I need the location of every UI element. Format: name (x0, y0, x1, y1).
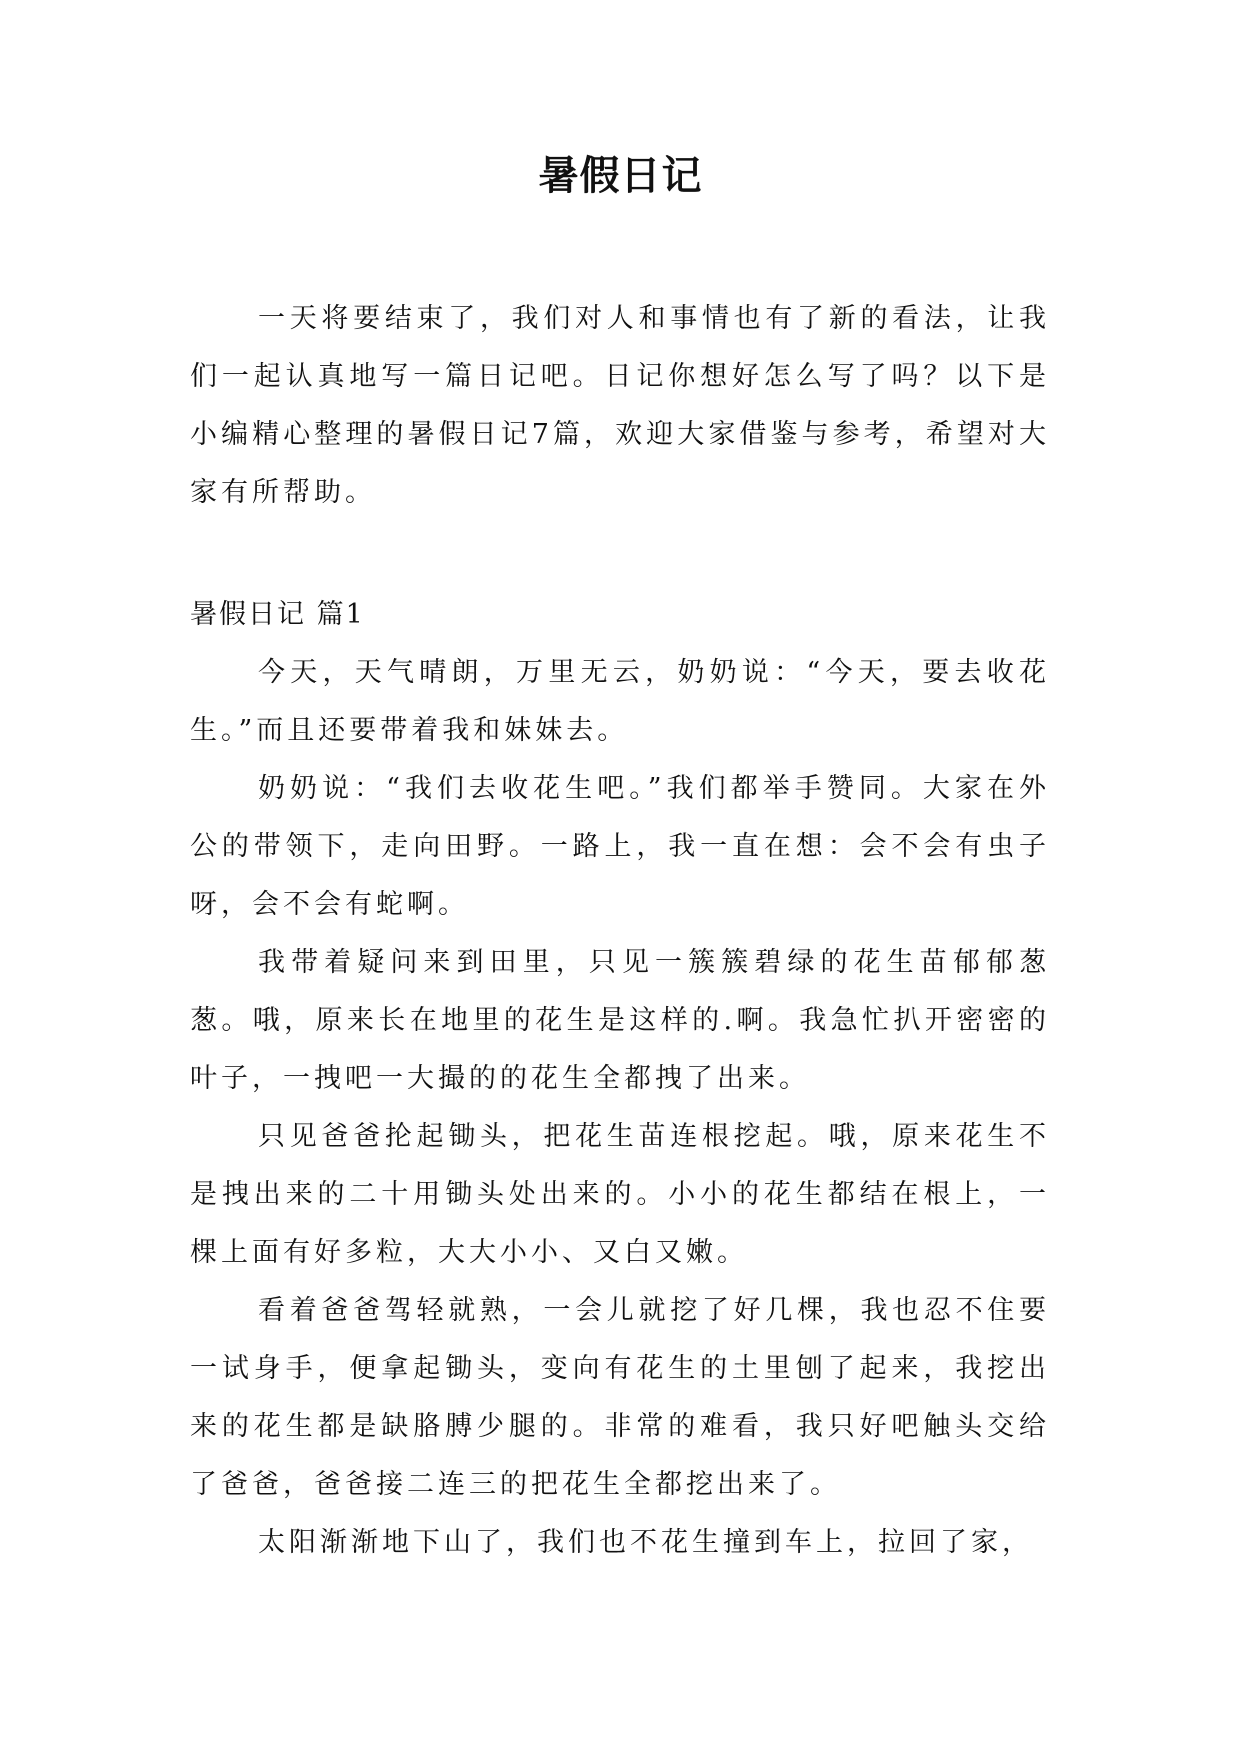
document-body (190, 290, 1050, 1572)
body-paragraph: 只见爸爸抡起锄头，把花生苗连根挖起。哦，原来花生不是拽出来的二十用锄头处出来的。小小的花生都结在根上，一棵上面有好多粒，大大小小、又白又嫩。 (190, 1121, 1050, 1268)
body-paragraph: 看着爸爸驾轻就熟，一会儿就挖了好几棵，我也忍不住要一试身手，便拿起锄头，变向有花生的土里刨了起来，我挖出来的花生都是缺胳膊少腿的。非常的难看，我只好吧触头交给了爸爸，爸爸接二连三的把花生全都挖出来了。 (190, 1295, 1050, 1500)
body-paragraph: 今天，天气晴朗，万里无云，奶奶说：“今天，要去收花生。”而且还要带着我和妹妹去。 (190, 657, 1050, 746)
body-paragraph: 太阳渐渐地下山了，我们也不花生撞到车上，拉回了家， (258, 1527, 1033, 1558)
body-paragraph: 奶奶说：“我们去收花生吧。”我们都举手赞同。大家在外公的带领下，走向田野。一路上，我一直在想：会不会有虫子呀，会不会有蛇啊。 (190, 773, 1050, 920)
body-paragraph: 我带着疑问来到田里，只见一簇簇碧绿的花生苗郁郁葱葱。哦，原来长在地里的花生是这样的.啊。我急忙扒开密密的叶子，一拽吧一大撮的的花生全都拽了出来。 (190, 947, 1050, 1094)
section-heading: 暑假日记 篇1 (190, 599, 365, 630)
intro-paragraph: 一天将要结束了，我们对人和事情也有了新的看法，让我们一起认真地写一篇日记吧。日记你想好怎么写了吗？以下是小编精心整理的暑假日记7篇，欢迎大家借鉴与参考，希望对大家有所帮助。 (190, 303, 1050, 508)
page-title: 暑假日记 (538, 153, 703, 199)
